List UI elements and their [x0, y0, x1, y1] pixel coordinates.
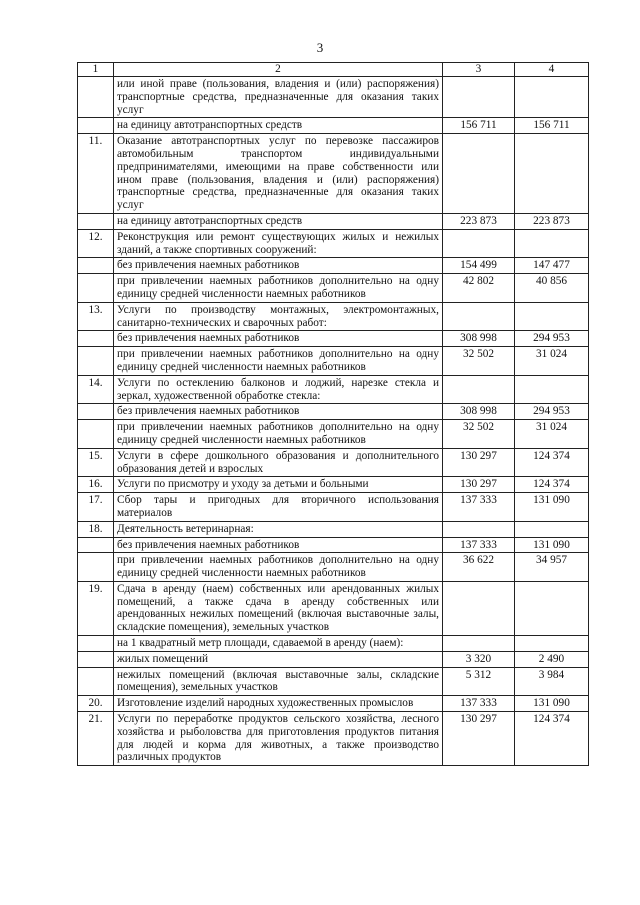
row-description: без привлечения наемных работников — [114, 404, 443, 420]
value-column-3: 154 499 — [443, 258, 515, 274]
value-column-4: 3 984 — [515, 667, 589, 696]
table-row — [78, 493, 589, 522]
table-row — [78, 477, 589, 493]
value-column-4 — [515, 636, 589, 652]
row-description: Реконструкция или ремонт существующих жилых и нежилых зданий, а также спортивных сооружений: — [114, 229, 443, 258]
page-number: 3 — [316, 40, 324, 55]
row-number: 19. — [78, 581, 114, 635]
row-number: 16. — [78, 477, 114, 493]
value-column-4 — [515, 77, 589, 118]
row-description: на единицу автотранспортных средств — [114, 118, 443, 134]
row-number: 13. — [78, 302, 114, 331]
table-row — [78, 667, 589, 696]
table-row — [78, 347, 589, 376]
value-column-3: 42 802 — [443, 274, 515, 303]
row-number — [78, 347, 114, 376]
row-description: при привлечении наемных работников дополнительно на одну единицу средней численности наемных работников — [114, 553, 443, 582]
value-column-3 — [443, 636, 515, 652]
value-column-3: 32 502 — [443, 347, 515, 376]
value-column-3: 130 297 — [443, 477, 515, 493]
value-column-4 — [515, 229, 589, 258]
row-number — [78, 118, 114, 134]
table-row — [78, 553, 589, 582]
row-number: 18. — [78, 521, 114, 537]
row-number: 20. — [78, 696, 114, 712]
table-row — [78, 213, 589, 229]
table-body — [78, 77, 589, 766]
row-description: Услуги по остеклению балконов и лоджий, нарезке стекла и зеркал, художественной обработке стекла: — [114, 375, 443, 404]
row-description: при привлечении наемных работников дополнительно на одну единицу средней численности наемных работников — [114, 274, 443, 303]
table-row — [78, 77, 589, 118]
value-column-4: 124 374 — [515, 477, 589, 493]
value-column-3: 130 297 — [443, 712, 515, 766]
table-row — [78, 302, 589, 331]
row-description: при привлечении наемных работников дополнительно на одну единицу средней численности наемных работников — [114, 347, 443, 376]
row-number: 21. — [78, 712, 114, 766]
row-description: на 1 квадратный метр площади, сдаваемой в аренду (наем): — [114, 636, 443, 652]
value-column-3: 3 320 — [443, 651, 515, 667]
row-description: Услуги по присмотру и уходу за детьми и больными — [114, 477, 443, 493]
value-column-3: 137 333 — [443, 493, 515, 522]
value-column-4: 131 090 — [515, 537, 589, 553]
table-row — [78, 258, 589, 274]
value-column-3: 308 998 — [443, 331, 515, 347]
row-description: на единицу автотранспортных средств — [114, 213, 443, 229]
row-number — [78, 213, 114, 229]
row-number — [78, 404, 114, 420]
table-row — [78, 118, 589, 134]
row-number — [78, 553, 114, 582]
value-column-3: 137 333 — [443, 537, 515, 553]
value-column-3 — [443, 521, 515, 537]
row-description: нежилых помещений (включая выставочные залы, складские помещения), земельных участков — [114, 667, 443, 696]
row-description: или иной праве (пользования, владения и (или) распоряжения) транспортные средства, предназначенные для оказания таких услуг — [114, 77, 443, 118]
table-row — [78, 651, 589, 667]
value-column-4: 124 374 — [515, 712, 589, 766]
row-number: 11. — [78, 134, 114, 214]
value-column-4 — [515, 302, 589, 331]
table-row — [78, 448, 589, 477]
table-row — [78, 134, 589, 214]
column-header: 4 — [515, 63, 589, 77]
row-number — [78, 651, 114, 667]
row-number — [78, 420, 114, 449]
value-column-4: 223 873 — [515, 213, 589, 229]
row-number: 17. — [78, 493, 114, 522]
value-column-4: 131 090 — [515, 696, 589, 712]
row-description: без привлечения наемных работников — [114, 331, 443, 347]
table-row — [78, 521, 589, 537]
value-column-4 — [515, 521, 589, 537]
value-column-4: 131 090 — [515, 493, 589, 522]
value-column-3 — [443, 375, 515, 404]
table-row — [78, 274, 589, 303]
row-number — [78, 258, 114, 274]
value-column-4: 40 856 — [515, 274, 589, 303]
row-number — [78, 274, 114, 303]
value-column-3: 223 873 — [443, 213, 515, 229]
table-row — [78, 537, 589, 553]
row-description: без привлечения наемных работников — [114, 537, 443, 553]
value-column-3: 32 502 — [443, 420, 515, 449]
row-description: Сдача в аренду (наем) собственных или арендованных жилых помещений, а также сдача в аренду собственных или арендованных нежилых помещений (включая выставочные залы, складские помещения), земельных участков — [114, 581, 443, 635]
row-number: 14. — [78, 375, 114, 404]
row-description: Сбор тары и пригодных для вторичного использования материалов — [114, 493, 443, 522]
row-number: 15. — [78, 448, 114, 477]
value-column-3 — [443, 581, 515, 635]
table-row — [78, 229, 589, 258]
value-column-4: 31 024 — [515, 420, 589, 449]
row-number — [78, 636, 114, 652]
table-row — [78, 420, 589, 449]
value-column-4: 2 490 — [515, 651, 589, 667]
row-number — [78, 667, 114, 696]
value-column-4: 34 957 — [515, 553, 589, 582]
value-column-4: 147 477 — [515, 258, 589, 274]
table-row — [78, 581, 589, 635]
row-description: Услуги по производству монтажных, электромонтажных, санитарно-технических и сварочных работ: — [114, 302, 443, 331]
data-table — [77, 62, 589, 766]
column-header: 1 — [78, 63, 114, 77]
column-header: 2 — [114, 63, 443, 77]
row-description: Услуги в сфере дошкольного образования и дополнительного образования детей и взрослых — [114, 448, 443, 477]
row-description: Изготовление изделий народных художественных промыслов — [114, 696, 443, 712]
row-description: Деятельность ветеринарная: — [114, 521, 443, 537]
row-description: Оказание автотранспортных услуг по перевозке пассажиров автомобильным транспортом индивидуальными предпринимателями, имеющими на праве собственности или ином праве (пользования, владения и (или) распоряжения) транспортные средства, предназначенные для оказания таких услуг — [114, 134, 443, 214]
value-column-3 — [443, 134, 515, 214]
value-column-3: 137 333 — [443, 696, 515, 712]
value-column-4: 31 024 — [515, 347, 589, 376]
table-header-row — [78, 63, 589, 77]
value-column-3 — [443, 302, 515, 331]
value-column-3 — [443, 229, 515, 258]
row-number: 12. — [78, 229, 114, 258]
value-column-3: 130 297 — [443, 448, 515, 477]
value-column-3 — [443, 77, 515, 118]
value-column-4: 124 374 — [515, 448, 589, 477]
value-column-4: 156 711 — [515, 118, 589, 134]
row-number — [78, 537, 114, 553]
table-row — [78, 696, 589, 712]
row-description: жилых помещений — [114, 651, 443, 667]
table-row — [78, 404, 589, 420]
value-column-3: 156 711 — [443, 118, 515, 134]
row-description: при привлечении наемных работников дополнительно на одну единицу средней численности наемных работников — [114, 420, 443, 449]
value-column-3: 308 998 — [443, 404, 515, 420]
table-row — [78, 712, 589, 766]
value-column-4 — [515, 375, 589, 404]
table-row — [78, 636, 589, 652]
value-column-4 — [515, 134, 589, 214]
table-row — [78, 331, 589, 347]
value-column-4: 294 953 — [515, 404, 589, 420]
table-row — [78, 375, 589, 404]
row-number — [78, 77, 114, 118]
value-column-4 — [515, 581, 589, 635]
value-column-3: 36 622 — [443, 553, 515, 582]
value-column-4: 294 953 — [515, 331, 589, 347]
value-column-3: 5 312 — [443, 667, 515, 696]
row-description: Услуги по переработке продуктов сельского хозяйства, лесного хозяйства и рыболовства для приготовления продуктов питания для людей и корма для животных, а также производство различных продуктов — [114, 712, 443, 766]
row-description: без привлечения наемных работников — [114, 258, 443, 274]
row-number — [78, 331, 114, 347]
column-header: 3 — [443, 63, 515, 77]
